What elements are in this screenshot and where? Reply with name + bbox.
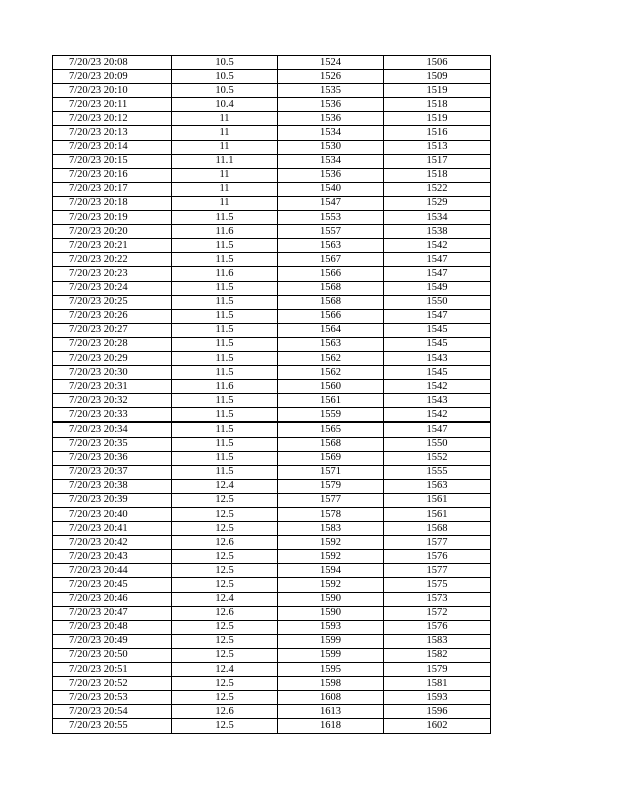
table-row [53, 719, 491, 733]
value-c-cell: 1602 [384, 719, 491, 733]
value-c-cell: 1547 [384, 253, 491, 267]
value-c-cell: 1547 [384, 267, 491, 281]
value-a-cell: 12.6 [172, 536, 278, 550]
value-c-cell: 1518 [384, 168, 491, 182]
table-row [53, 70, 491, 84]
table-row [53, 295, 491, 309]
table-row [53, 394, 491, 408]
value-b-cell: 1592 [278, 536, 384, 550]
value-a-cell: 11.5 [172, 295, 278, 309]
timestamp-cell: 7/20/23 20:30 [53, 366, 172, 380]
timestamp-cell: 7/20/23 20:33 [53, 408, 172, 423]
value-c-cell: 1542 [384, 239, 491, 253]
value-b-cell: 1583 [278, 522, 384, 536]
value-c-cell: 1506 [384, 56, 491, 70]
value-a-cell: 11.5 [172, 239, 278, 253]
timestamp-cell: 7/20/23 20:27 [53, 323, 172, 337]
value-b-cell: 1598 [278, 677, 384, 691]
value-a-cell: 12.5 [172, 508, 278, 522]
value-c-cell: 1573 [384, 592, 491, 606]
value-c-cell: 1577 [384, 536, 491, 550]
timestamp-cell: 7/20/23 20:44 [53, 564, 172, 578]
table-row [53, 648, 491, 662]
value-b-cell: 1540 [278, 182, 384, 196]
table-body [53, 56, 491, 734]
value-b-cell: 1592 [278, 550, 384, 564]
value-b-cell: 1562 [278, 366, 384, 380]
value-a-cell: 11.6 [172, 225, 278, 239]
value-a-cell: 11 [172, 140, 278, 154]
table-row [53, 564, 491, 578]
value-b-cell: 1599 [278, 634, 384, 648]
value-b-cell: 1568 [278, 437, 384, 451]
value-b-cell: 1592 [278, 578, 384, 592]
value-c-cell: 1576 [384, 620, 491, 634]
timestamp-cell: 7/20/23 20:34 [53, 422, 172, 437]
value-a-cell: 10.5 [172, 70, 278, 84]
value-c-cell: 1545 [384, 366, 491, 380]
value-a-cell: 12.6 [172, 606, 278, 620]
table-row [53, 677, 491, 691]
value-a-cell: 11.5 [172, 351, 278, 365]
value-a-cell: 11 [172, 168, 278, 182]
timestamp-cell: 7/20/23 20:36 [53, 451, 172, 465]
value-a-cell: 11.5 [172, 323, 278, 337]
value-b-cell: 1536 [278, 112, 384, 126]
value-b-cell: 1571 [278, 465, 384, 479]
value-c-cell: 1547 [384, 309, 491, 323]
table-row [53, 508, 491, 522]
value-b-cell: 1577 [278, 493, 384, 507]
table-row [53, 380, 491, 394]
timestamp-cell: 7/20/23 20:47 [53, 606, 172, 620]
value-b-cell: 1567 [278, 253, 384, 267]
timestamp-cell: 7/20/23 20:08 [53, 56, 172, 70]
value-b-cell: 1553 [278, 211, 384, 225]
value-c-cell: 1593 [384, 691, 491, 705]
value-c-cell: 1518 [384, 98, 491, 112]
table-row [53, 154, 491, 168]
timestamp-cell: 7/20/23 20:11 [53, 98, 172, 112]
timestamp-cell: 7/20/23 20:54 [53, 705, 172, 719]
value-a-cell: 11.5 [172, 309, 278, 323]
value-b-cell: 1536 [278, 168, 384, 182]
timestamp-cell: 7/20/23 20:31 [53, 380, 172, 394]
timestamp-cell: 7/20/23 20:21 [53, 239, 172, 253]
value-b-cell: 1563 [278, 337, 384, 351]
timestamp-cell: 7/20/23 20:35 [53, 437, 172, 451]
value-c-cell: 1543 [384, 351, 491, 365]
value-c-cell: 1522 [384, 182, 491, 196]
value-a-cell: 12.5 [172, 550, 278, 564]
value-b-cell: 1560 [278, 380, 384, 394]
value-b-cell: 1563 [278, 239, 384, 253]
value-a-cell: 11.6 [172, 380, 278, 394]
table-row [53, 663, 491, 677]
table-row [53, 323, 491, 337]
value-a-cell: 11.5 [172, 211, 278, 225]
timestamp-cell: 7/20/23 20:42 [53, 536, 172, 550]
value-c-cell: 1519 [384, 84, 491, 98]
value-c-cell: 1547 [384, 422, 491, 437]
table-row [53, 451, 491, 465]
value-a-cell: 11 [172, 112, 278, 126]
value-b-cell: 1618 [278, 719, 384, 733]
value-b-cell: 1599 [278, 648, 384, 662]
value-c-cell: 1583 [384, 634, 491, 648]
value-b-cell: 1565 [278, 422, 384, 437]
timestamp-cell: 7/20/23 20:29 [53, 351, 172, 365]
value-c-cell: 1542 [384, 408, 491, 423]
timestamp-cell: 7/20/23 20:52 [53, 677, 172, 691]
value-c-cell: 1555 [384, 465, 491, 479]
timestamp-cell: 7/20/23 20:10 [53, 84, 172, 98]
value-a-cell: 12.5 [172, 691, 278, 705]
value-a-cell: 11 [172, 196, 278, 210]
value-a-cell: 11.5 [172, 394, 278, 408]
value-b-cell: 1595 [278, 663, 384, 677]
value-a-cell: 11.6 [172, 267, 278, 281]
value-c-cell: 1550 [384, 437, 491, 451]
value-b-cell: 1535 [278, 84, 384, 98]
value-b-cell: 1566 [278, 309, 384, 323]
timestamp-cell: 7/20/23 20:25 [53, 295, 172, 309]
timestamp-cell: 7/20/23 20:49 [53, 634, 172, 648]
table-row [53, 168, 491, 182]
table-row [53, 437, 491, 451]
value-a-cell: 10.5 [172, 56, 278, 70]
value-b-cell: 1564 [278, 323, 384, 337]
value-c-cell: 1568 [384, 522, 491, 536]
value-a-cell: 12.5 [172, 620, 278, 634]
table-row [53, 126, 491, 140]
value-b-cell: 1590 [278, 592, 384, 606]
value-c-cell: 1549 [384, 281, 491, 295]
timestamp-cell: 7/20/23 20:22 [53, 253, 172, 267]
table-row [53, 56, 491, 70]
value-b-cell: 1547 [278, 196, 384, 210]
table-row [53, 578, 491, 592]
value-b-cell: 1534 [278, 154, 384, 168]
value-b-cell: 1608 [278, 691, 384, 705]
value-c-cell: 1516 [384, 126, 491, 140]
data-table [52, 55, 491, 734]
value-a-cell: 12.5 [172, 578, 278, 592]
timestamp-cell: 7/20/23 20:46 [53, 592, 172, 606]
table-row [53, 267, 491, 281]
value-a-cell: 11.5 [172, 422, 278, 437]
timestamp-cell: 7/20/23 20:37 [53, 465, 172, 479]
value-c-cell: 1576 [384, 550, 491, 564]
value-a-cell: 10.4 [172, 98, 278, 112]
value-c-cell: 1534 [384, 211, 491, 225]
value-c-cell: 1538 [384, 225, 491, 239]
timestamp-cell: 7/20/23 20:14 [53, 140, 172, 154]
timestamp-cell: 7/20/23 20:13 [53, 126, 172, 140]
table-row [53, 309, 491, 323]
value-a-cell: 12.4 [172, 592, 278, 606]
value-c-cell: 1513 [384, 140, 491, 154]
table-row [53, 493, 491, 507]
table-row [53, 592, 491, 606]
timestamp-cell: 7/20/23 20:28 [53, 337, 172, 351]
value-b-cell: 1579 [278, 479, 384, 493]
value-b-cell: 1524 [278, 56, 384, 70]
value-a-cell: 11.1 [172, 154, 278, 168]
table-row [53, 351, 491, 365]
table-row [53, 281, 491, 295]
timestamp-cell: 7/20/23 20:55 [53, 719, 172, 733]
value-a-cell: 11.5 [172, 337, 278, 351]
value-b-cell: 1569 [278, 451, 384, 465]
value-c-cell: 1575 [384, 578, 491, 592]
table-row [53, 196, 491, 210]
value-a-cell: 11.5 [172, 281, 278, 295]
timestamp-cell: 7/20/23 20:15 [53, 154, 172, 168]
value-b-cell: 1530 [278, 140, 384, 154]
value-a-cell: 12.5 [172, 493, 278, 507]
timestamp-cell: 7/20/23 20:38 [53, 479, 172, 493]
value-b-cell: 1593 [278, 620, 384, 634]
value-b-cell: 1559 [278, 408, 384, 423]
value-c-cell: 1561 [384, 508, 491, 522]
table-row [53, 225, 491, 239]
value-c-cell: 1529 [384, 196, 491, 210]
timestamp-cell: 7/20/23 20:40 [53, 508, 172, 522]
value-c-cell: 1517 [384, 154, 491, 168]
table-row [53, 408, 491, 423]
value-b-cell: 1568 [278, 295, 384, 309]
value-c-cell: 1577 [384, 564, 491, 578]
timestamp-cell: 7/20/23 20:12 [53, 112, 172, 126]
value-b-cell: 1590 [278, 606, 384, 620]
timestamp-cell: 7/20/23 20:39 [53, 493, 172, 507]
value-a-cell: 12.4 [172, 479, 278, 493]
value-b-cell: 1578 [278, 508, 384, 522]
timestamp-cell: 7/20/23 20:24 [53, 281, 172, 295]
timestamp-cell: 7/20/23 20:48 [53, 620, 172, 634]
table-row [53, 98, 491, 112]
value-a-cell: 10.5 [172, 84, 278, 98]
value-b-cell: 1561 [278, 394, 384, 408]
value-b-cell: 1562 [278, 351, 384, 365]
table-row [53, 634, 491, 648]
value-c-cell: 1563 [384, 479, 491, 493]
timestamp-cell: 7/20/23 20:32 [53, 394, 172, 408]
value-c-cell: 1542 [384, 380, 491, 394]
value-c-cell: 1572 [384, 606, 491, 620]
value-c-cell: 1596 [384, 705, 491, 719]
value-a-cell: 11.5 [172, 451, 278, 465]
value-b-cell: 1557 [278, 225, 384, 239]
value-c-cell: 1545 [384, 337, 491, 351]
table-row [53, 366, 491, 380]
value-a-cell: 11.5 [172, 253, 278, 267]
table-row [53, 422, 491, 437]
value-a-cell: 12.5 [172, 677, 278, 691]
timestamp-cell: 7/20/23 20:53 [53, 691, 172, 705]
timestamp-cell: 7/20/23 20:41 [53, 522, 172, 536]
table-row [53, 705, 491, 719]
value-c-cell: 1579 [384, 663, 491, 677]
timestamp-cell: 7/20/23 20:26 [53, 309, 172, 323]
timestamp-cell: 7/20/23 20:17 [53, 182, 172, 196]
value-a-cell: 11 [172, 126, 278, 140]
table-row [53, 606, 491, 620]
timestamp-cell: 7/20/23 20:09 [53, 70, 172, 84]
value-b-cell: 1534 [278, 126, 384, 140]
timestamp-cell: 7/20/23 20:18 [53, 196, 172, 210]
table-row [53, 112, 491, 126]
table-row [53, 620, 491, 634]
table-row [53, 211, 491, 225]
value-c-cell: 1552 [384, 451, 491, 465]
value-c-cell: 1561 [384, 493, 491, 507]
table-row [53, 140, 491, 154]
table-row [53, 182, 491, 196]
table-row [53, 239, 491, 253]
value-c-cell: 1543 [384, 394, 491, 408]
value-a-cell: 11.5 [172, 408, 278, 423]
timestamp-cell: 7/20/23 20:51 [53, 663, 172, 677]
timestamp-cell: 7/20/23 20:50 [53, 648, 172, 662]
value-b-cell: 1526 [278, 70, 384, 84]
table-row [53, 465, 491, 479]
value-c-cell: 1509 [384, 70, 491, 84]
value-c-cell: 1582 [384, 648, 491, 662]
value-a-cell: 12.5 [172, 522, 278, 536]
value-a-cell: 12.5 [172, 719, 278, 733]
value-b-cell: 1566 [278, 267, 384, 281]
value-b-cell: 1613 [278, 705, 384, 719]
table-row [53, 253, 491, 267]
value-a-cell: 12.6 [172, 705, 278, 719]
timestamp-cell: 7/20/23 20:43 [53, 550, 172, 564]
table-row [53, 479, 491, 493]
table-row [53, 536, 491, 550]
value-b-cell: 1594 [278, 564, 384, 578]
value-a-cell: 11 [172, 182, 278, 196]
value-c-cell: 1545 [384, 323, 491, 337]
timestamp-cell: 7/20/23 20:23 [53, 267, 172, 281]
table-row [53, 84, 491, 98]
timestamp-cell: 7/20/23 20:20 [53, 225, 172, 239]
value-b-cell: 1536 [278, 98, 384, 112]
timestamp-cell: 7/20/23 20:45 [53, 578, 172, 592]
value-a-cell: 12.5 [172, 648, 278, 662]
value-a-cell: 11.5 [172, 366, 278, 380]
table-row [53, 522, 491, 536]
value-a-cell: 11.5 [172, 465, 278, 479]
value-c-cell: 1519 [384, 112, 491, 126]
value-a-cell: 11.5 [172, 437, 278, 451]
table-row [53, 550, 491, 564]
value-a-cell: 12.5 [172, 564, 278, 578]
timestamp-cell: 7/20/23 20:19 [53, 211, 172, 225]
value-c-cell: 1550 [384, 295, 491, 309]
table-row [53, 337, 491, 351]
table-row [53, 691, 491, 705]
timestamp-cell: 7/20/23 20:16 [53, 168, 172, 182]
value-b-cell: 1568 [278, 281, 384, 295]
value-a-cell: 12.4 [172, 663, 278, 677]
value-c-cell: 1581 [384, 677, 491, 691]
value-a-cell: 12.5 [172, 634, 278, 648]
